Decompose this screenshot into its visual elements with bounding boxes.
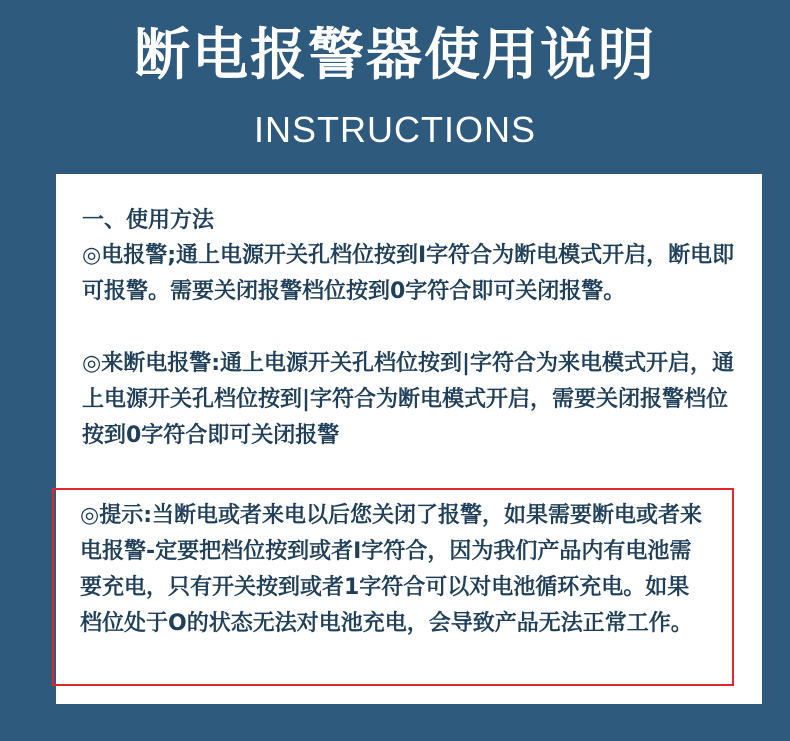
instruction-paragraph-power-alarm: ◎电报警;通上电源开关孔档位按到I字符合为断电模式开启，断电即可报警。需要关闭报警档位按到0字符合即可关闭报警。 — [82, 243, 735, 304]
section-title: 一、使用方法 — [82, 208, 215, 233]
page-subtitle: INSTRUCTIONS — [254, 109, 536, 150]
notice-box — [52, 488, 734, 686]
instruction-paragraph-power-on-alarm: ◎来断电报警:通上电源开关孔档位按到|字符合为来电模式开启，通上电源开关孔档位按到|字符合为断电模式开启，需要关闭报警档位按到0字符合即可关闭报警 — [82, 351, 735, 448]
instructions-card — [56, 174, 762, 704]
notice-text: ◎提示:当断电或者来电以后您关闭了报警，如果需要断电或者来电报警-定要把档位按到或者I字符合，因为我们产品内有电池需要充电，只有开关按到或者1字符合可以对电池循环充电。如果档位处于O的状态无法对电池充电，会导致产品无法正常工作。 — [80, 503, 702, 636]
page-title: 断电报警器使用说明 — [134, 23, 656, 88]
